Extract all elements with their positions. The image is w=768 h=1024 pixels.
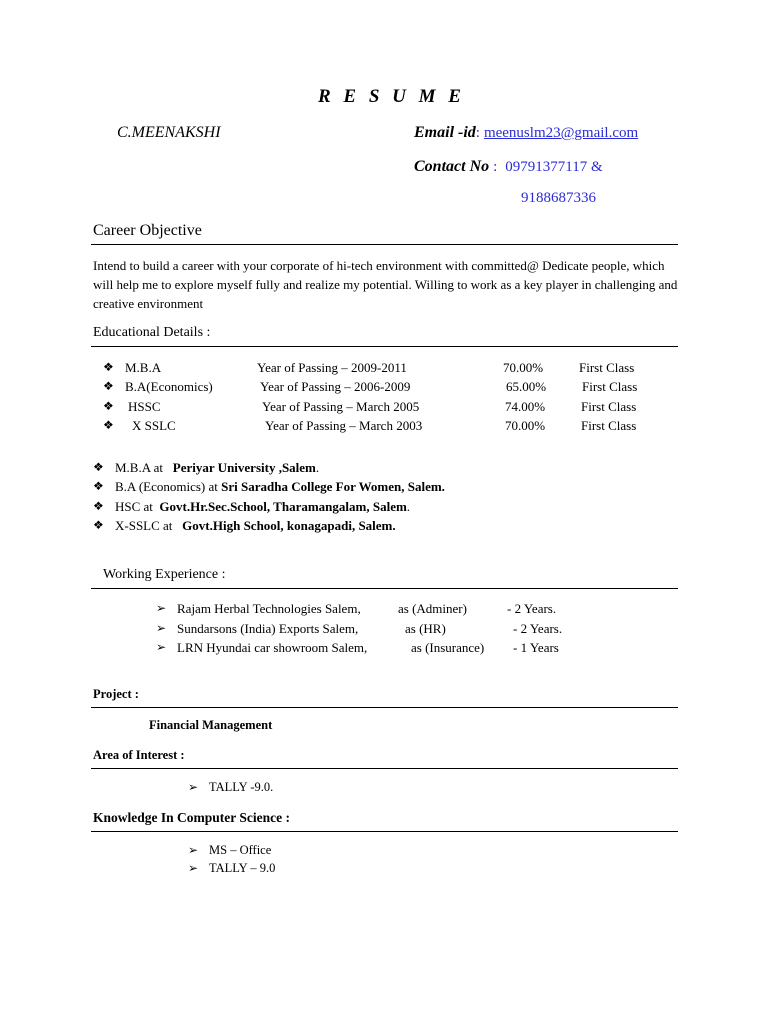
experience-role: as (Insurance) — [411, 640, 485, 655]
contact-label: Contact No — [414, 158, 490, 175]
institution-suffix: . — [315, 460, 320, 475]
education-class: First Class — [581, 399, 637, 414]
education-percent: 70.00% — [503, 360, 544, 375]
institution-name: Sri Saradha College For Women, Salem. — [221, 479, 445, 494]
education-percent: 74.00% — [505, 399, 546, 414]
education-year: Year of Passing – March 2005 — [262, 399, 420, 414]
computer-item — [0, 841, 768, 860]
education-row — [0, 416, 768, 435]
experience-heading: Working Experience : — [103, 567, 226, 582]
divider — [91, 831, 678, 832]
education-year: Year of Passing – 2009-2011 — [257, 360, 407, 375]
divider — [91, 768, 678, 769]
interest-heading: Area of Interest : — [93, 748, 185, 762]
education-row — [0, 358, 768, 377]
diamond-bullet-icon: ❖ — [93, 460, 104, 474]
diamond-bullet-icon: ❖ — [103, 360, 114, 374]
project-name: Financial Management — [149, 718, 273, 732]
computer-text: MS – Office — [209, 843, 272, 857]
diamond-bullet-icon: ❖ — [103, 399, 114, 413]
contact-separator: : — [493, 159, 498, 175]
divider — [91, 244, 678, 245]
education-row — [0, 397, 768, 416]
education-year: Year of Passing – March 2003 — [265, 418, 423, 433]
phone-secondary: 9188687336 — [521, 190, 596, 206]
divider — [91, 588, 678, 589]
email-separator: : — [475, 125, 480, 141]
institution-prefix: B.A (Economics) at — [115, 479, 218, 494]
education-degree: X SSLC — [132, 418, 176, 433]
career-objective-heading: Career Objective — [93, 222, 202, 239]
arrow-bullet-icon: ➢ — [156, 640, 167, 654]
institution-line — [115, 477, 445, 496]
institution-name: Govt.Hr.Sec.School, Tharamangalam, Salem — [159, 499, 407, 514]
career-objective-text: Intend to build a career with your corporate of hi-tech environment with committed@ Dedicate people, which will help me to explore myself fully and realize my potential. Willing to work as a key player in challenging and creative environment — [93, 258, 678, 311]
resume-title: R E S U M E — [318, 86, 465, 107]
education-class: First Class — [582, 379, 638, 394]
institution-item — [93, 458, 693, 477]
contact-line — [414, 158, 603, 176]
experience-company: Sundarsons (India) Exports Salem, — [177, 621, 359, 636]
education-percent: 70.00% — [505, 418, 546, 433]
divider — [91, 346, 678, 347]
institution-name: Periyar University ,Salem — [172, 460, 316, 475]
divider — [91, 707, 678, 708]
institution-prefix: X-SSLC at — [115, 518, 173, 533]
institution-suffix: . — [406, 499, 411, 514]
computer-text: TALLY – 9.0 — [209, 861, 276, 875]
education-class: First Class — [581, 418, 637, 433]
institution-line — [115, 458, 319, 477]
computer-item — [0, 859, 768, 878]
arrow-bullet-icon: ➢ — [188, 843, 199, 857]
education-heading: Educational Details : — [93, 325, 211, 340]
email-line — [414, 124, 638, 142]
arrow-bullet-icon: ➢ — [188, 780, 199, 794]
institution-prefix: M.B.A at — [115, 460, 164, 475]
institution-item — [93, 497, 693, 516]
institution-item — [93, 477, 693, 496]
education-degree: B.A(Economics) — [125, 379, 213, 394]
education-class: First Class — [579, 360, 635, 375]
experience-row — [0, 599, 768, 618]
experience-role: as (Adminer) — [398, 601, 467, 616]
candidate-name: C.MEENAKSHI — [117, 124, 221, 141]
diamond-bullet-icon: ❖ — [93, 499, 104, 513]
institution-prefix: HSC at — [115, 499, 153, 514]
diamond-bullet-icon: ❖ — [93, 518, 104, 532]
experience-company: LRN Hyundai car showroom Salem, — [177, 640, 368, 655]
institution-name: Govt.High School, konagapadi, Salem. — [182, 518, 396, 533]
interest-text: TALLY -9.0. — [209, 780, 274, 794]
diamond-bullet-icon: ❖ — [93, 479, 104, 493]
project-heading: Project : — [93, 687, 139, 701]
experience-duration: - 1 Years — [513, 640, 559, 655]
education-degree: M.B.A — [125, 360, 162, 375]
experience-role: as (HR) — [405, 621, 446, 636]
education-degree: HSSC — [128, 399, 161, 414]
institution-item — [93, 516, 693, 535]
institution-line — [115, 497, 410, 516]
arrow-bullet-icon: ➢ — [156, 601, 167, 615]
institution-line — [115, 516, 396, 535]
experience-company: Rajam Herbal Technologies Salem, — [177, 601, 361, 616]
email-link[interactable]: meenuslm23@gmail.com — [483, 125, 639, 141]
diamond-bullet-icon: ❖ — [103, 379, 114, 393]
arrow-bullet-icon: ➢ — [156, 621, 167, 635]
computer-heading: Knowledge In Computer Science : — [93, 810, 290, 825]
arrow-bullet-icon: ➢ — [188, 861, 199, 875]
education-percent: 65.00% — [506, 379, 547, 394]
experience-duration: - 2 Years. — [513, 621, 563, 636]
experience-row — [0, 638, 768, 657]
education-row — [0, 377, 768, 396]
experience-duration: - 2 Years. — [507, 601, 557, 616]
education-year: Year of Passing – 2006-2009 — [260, 379, 411, 394]
interest-item — [0, 778, 768, 797]
experience-row — [0, 619, 768, 638]
email-label: Email -id — [414, 124, 476, 141]
phone-primary: 09791377117 & — [505, 159, 603, 175]
diamond-bullet-icon: ❖ — [103, 418, 114, 432]
